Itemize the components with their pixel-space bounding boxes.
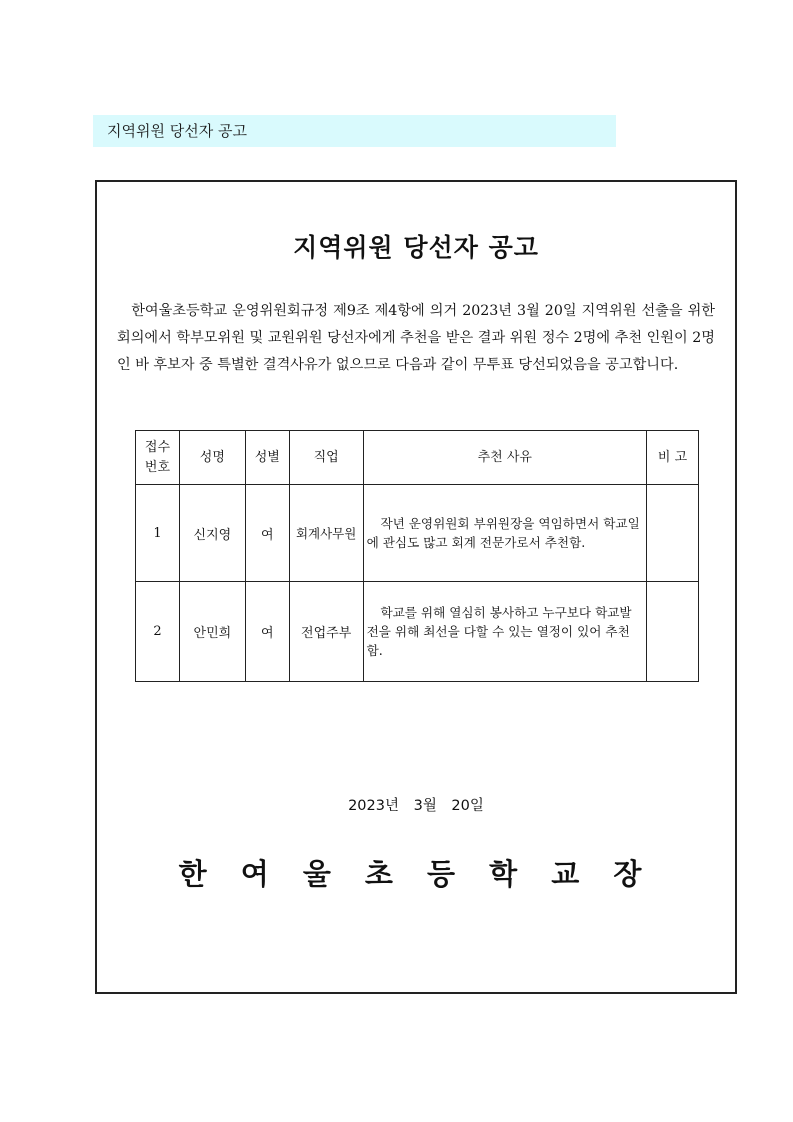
cell-job: 전업주부 (289, 582, 363, 682)
cell-number: 1 (136, 485, 180, 582)
signer-name: 한 여 울 초 등 학 교 장 (178, 857, 654, 891)
section-banner (93, 115, 616, 147)
cell-name: 신지영 (179, 485, 245, 582)
table-header-row (136, 431, 699, 485)
notice-date: 2023년 3월 20일 (348, 798, 484, 814)
header-number-line2: 번호 (144, 459, 171, 475)
header-name: 성명 (179, 431, 245, 485)
cell-gender: 여 (245, 582, 289, 682)
banner-label: 지역위원 당선자 공고 (107, 122, 247, 140)
table-row (136, 485, 699, 582)
notice-body: 한여울초등학교 운영위원회규정 제9조 제4항에 의거 2023년 3월 20일 지역위원 선출을 위한 회의에서 학부모위원 및 교원위원 당선자에게 추천을 받은 결과 위원 정수 2명에 추천 인원이 2명인 바 후보자 중 특별한 결격사유가 없으므로 다음과 같이 무투표 당선되었음을 공고합니다. (117, 303, 715, 373)
header-gender: 성별 (245, 431, 289, 485)
cell-reason (363, 582, 646, 682)
notice-document (95, 180, 737, 994)
header-reason: 추천 사유 (363, 431, 646, 485)
cell-job: 회계사무원 (289, 485, 363, 582)
cell-reason (363, 485, 646, 582)
cell-gender: 여 (245, 485, 289, 582)
cell-name: 안민희 (179, 582, 245, 682)
cell-reason-text: 작년 운영위원회 부위원장을 역임하면서 학교일에 관심도 많고 회계 전문가로서 추천함. (366, 516, 640, 550)
cell-number: 2 (136, 582, 180, 682)
cell-reason-text: 학교를 위해 열심히 봉사하고 누구보다 학교발전을 위해 최선을 다할 수 있는 열정이 있어 추천함. (366, 605, 632, 658)
table-row (136, 582, 699, 682)
header-job: 직업 (289, 431, 363, 485)
header-number-line1: 접수 (144, 439, 171, 455)
candidate-table (135, 430, 699, 682)
header-number (136, 431, 180, 485)
cell-note (647, 582, 699, 682)
cell-note (647, 485, 699, 582)
header-note: 비 고 (647, 431, 699, 485)
notice-title: 지역위원 당선자 공고 (293, 233, 539, 262)
